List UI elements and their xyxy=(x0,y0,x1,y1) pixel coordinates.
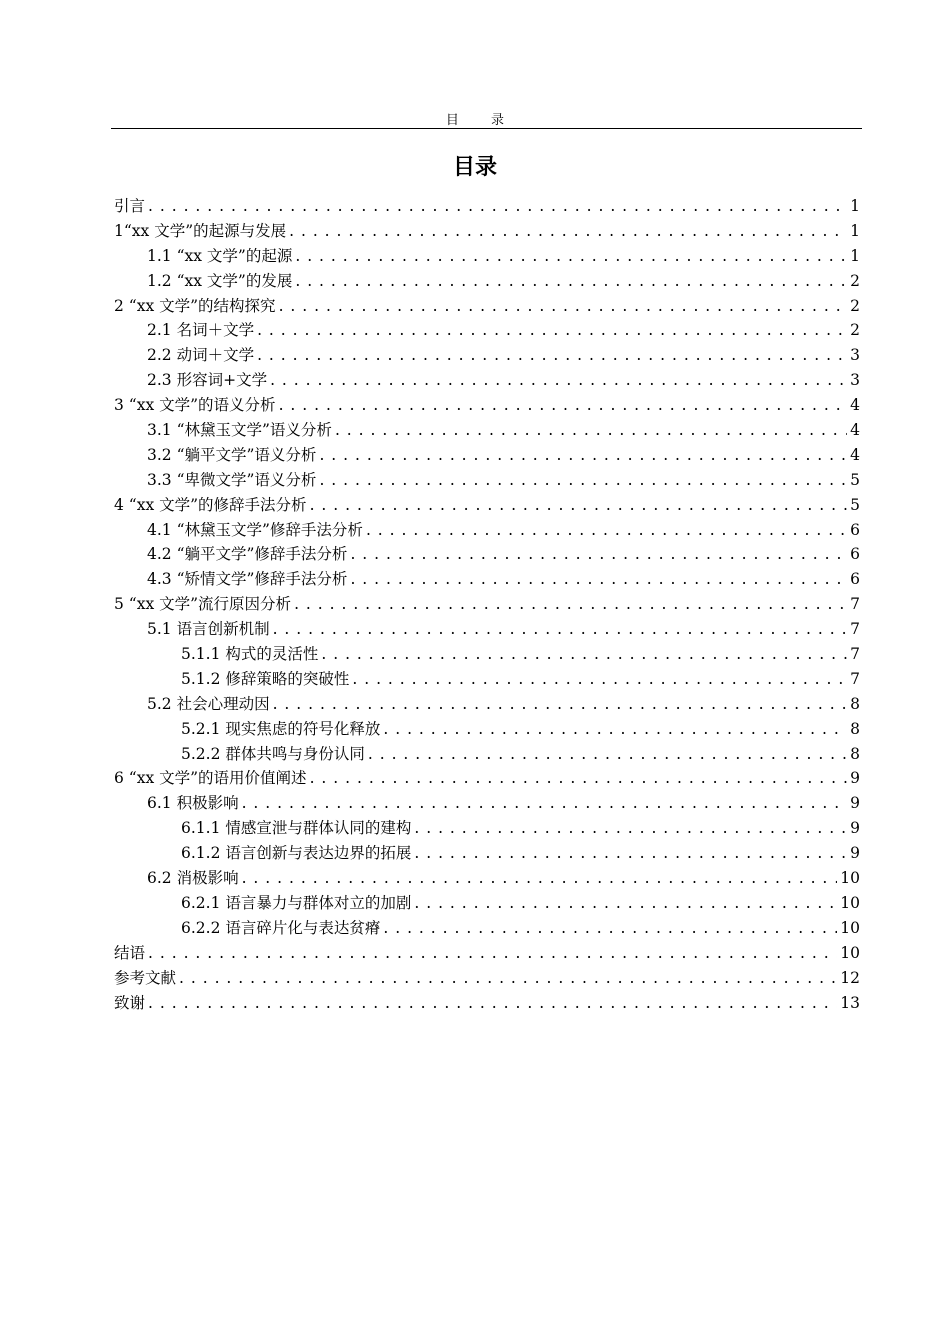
toc-entry-page: 8 xyxy=(850,744,860,763)
toc-entry[interactable] xyxy=(114,791,860,816)
toc-entry-label: 5.2.2 群体共鸣与身份认同 xyxy=(181,744,365,763)
toc-entry-page: 3 xyxy=(850,346,860,365)
toc-entry-page: 4 xyxy=(850,396,860,415)
toc-dot-leader xyxy=(148,991,837,1016)
toc-dot-leader xyxy=(294,592,847,617)
toc-entry[interactable] xyxy=(114,766,860,791)
toc-entry-page: 1 xyxy=(850,246,860,265)
toc-dot-leader xyxy=(350,542,847,567)
toc-entry-label: 5 “xx 文学”流行原因分析 xyxy=(114,595,292,614)
toc-entry-label: 5.2 社会心理动因 xyxy=(147,694,270,713)
toc-dot-leader xyxy=(148,194,847,219)
toc-entry[interactable] xyxy=(114,692,860,717)
toc-entry[interactable] xyxy=(114,294,860,319)
toc-dot-leader xyxy=(383,916,837,941)
toc-dot-leader xyxy=(279,393,847,418)
toc-entry-label: 4.3 “矫情文学”修辞手法分析 xyxy=(147,570,348,589)
toc-entry-label: 结语 xyxy=(114,943,146,962)
toc-entry-label: 6.1 积极影响 xyxy=(147,794,239,813)
table-of-contents xyxy=(114,194,860,1015)
toc-entry[interactable] xyxy=(114,244,860,269)
toc-dot-leader xyxy=(289,219,847,244)
toc-entry-page: 4 xyxy=(850,421,860,440)
toc-entry-label: 3 “xx 文学”的语义分析 xyxy=(114,396,276,415)
toc-entry-page: 10 xyxy=(840,893,860,912)
running-header: 目 录 xyxy=(445,113,519,128)
toc-entry-page: 4 xyxy=(850,445,860,464)
toc-dot-leader xyxy=(295,269,847,294)
toc-entry-page: 7 xyxy=(850,595,860,614)
toc-entry-page: 12 xyxy=(840,968,860,987)
toc-entry[interactable] xyxy=(114,567,860,592)
toc-entry-label: 2.1 名词＋文学 xyxy=(147,321,255,340)
toc-entry-label: 3.1 “林黛玉文学”语义分析 xyxy=(147,421,332,440)
toc-dot-leader xyxy=(148,941,837,966)
toc-entry[interactable] xyxy=(114,866,860,891)
header-divider xyxy=(111,128,862,129)
toc-entry[interactable] xyxy=(114,443,860,468)
toc-dot-leader xyxy=(310,493,847,518)
toc-dot-leader xyxy=(310,766,847,791)
toc-dot-leader xyxy=(319,443,847,468)
toc-entry-label: 1.2 “xx 文学”的发展 xyxy=(147,271,293,290)
toc-entry-label: 6.2.2 语言碎片化与表达贫瘠 xyxy=(181,918,381,937)
toc-entry-page: 5 xyxy=(850,470,860,489)
toc-entry[interactable] xyxy=(114,816,860,841)
toc-entry-page: 1 xyxy=(850,221,860,240)
toc-dot-leader xyxy=(352,667,847,692)
toc-entry-label: 4 “xx 文学”的修辞手法分析 xyxy=(114,495,307,514)
toc-entry[interactable] xyxy=(114,991,860,1016)
toc-entry-label: 4.1 “林黛玉文学”修辞手法分析 xyxy=(147,520,363,539)
toc-entry[interactable] xyxy=(114,219,860,244)
toc-entry-page: 3 xyxy=(850,371,860,390)
toc-entry-page: 9 xyxy=(850,794,860,813)
toc-entry[interactable] xyxy=(114,368,860,393)
toc-entry-label: 6 “xx 文学”的语用价值阐述 xyxy=(114,769,307,788)
toc-dot-leader xyxy=(257,343,847,368)
toc-dot-leader xyxy=(273,617,847,642)
toc-entry-page: 2 xyxy=(850,296,860,315)
toc-dot-leader xyxy=(335,418,847,443)
toc-entry-label: 4.2 “躺平文学”修辞手法分析 xyxy=(147,545,348,564)
toc-entry-page: 8 xyxy=(850,694,860,713)
toc-entry-label: 1.1 “xx 文学”的起源 xyxy=(147,246,293,265)
toc-entry-page: 2 xyxy=(850,271,860,290)
toc-entry-label: 2 “xx 文学”的结构探究 xyxy=(114,296,276,315)
toc-entry[interactable] xyxy=(114,418,860,443)
toc-entry-page: 10 xyxy=(840,943,860,962)
toc-title: 目录 xyxy=(452,155,497,180)
toc-dot-leader xyxy=(270,368,847,393)
toc-entry-page: 13 xyxy=(840,993,860,1012)
toc-dot-leader xyxy=(368,742,847,767)
toc-entry-label: 3.3 “卑微文学”语义分析 xyxy=(147,470,317,489)
toc-entry[interactable] xyxy=(114,742,860,767)
toc-dot-leader xyxy=(350,567,847,592)
toc-entry-page: 10 xyxy=(840,869,860,888)
toc-entry-label: 3.2 “躺平文学”语义分析 xyxy=(147,445,317,464)
toc-entry[interactable] xyxy=(114,343,860,368)
toc-dot-leader xyxy=(179,966,837,991)
toc-entry[interactable] xyxy=(114,941,860,966)
toc-entry[interactable] xyxy=(114,891,860,916)
toc-entry-page: 6 xyxy=(850,570,860,589)
toc-entry-label: 致谢 xyxy=(114,993,146,1012)
toc-entry-label: 参考文献 xyxy=(114,968,177,987)
toc-entry[interactable] xyxy=(114,518,860,543)
toc-entry-page: 2 xyxy=(850,321,860,340)
toc-entry[interactable] xyxy=(114,493,860,518)
toc-dot-leader xyxy=(414,891,837,916)
toc-entry-page: 8 xyxy=(850,719,860,738)
toc-entry-page: 1 xyxy=(850,197,860,215)
toc-entry-label: 6.1.2 语言创新与表达边界的拓展 xyxy=(181,844,412,863)
toc-entry[interactable] xyxy=(114,617,860,642)
toc-entry-label: 2.3 形容词+文学 xyxy=(147,371,268,390)
toc-entry-label: 6.1.1 情感宣泄与群体认同的建构 xyxy=(181,819,412,838)
toc-entry-page: 10 xyxy=(840,918,860,937)
toc-entry-label: 5.1.2 修辞策略的突破性 xyxy=(181,669,350,688)
toc-dot-leader xyxy=(295,244,847,269)
toc-dot-leader xyxy=(273,692,847,717)
toc-entry[interactable] xyxy=(114,592,860,617)
toc-entry-label: 5.1.1 构式的灵活性 xyxy=(181,645,319,664)
toc-entry[interactable] xyxy=(114,966,860,991)
toc-entry-page: 9 xyxy=(850,769,860,788)
toc-entry[interactable] xyxy=(114,468,860,493)
toc-entry-page: 7 xyxy=(850,669,860,688)
toc-entry-page: 9 xyxy=(850,844,860,863)
toc-dot-leader xyxy=(242,791,847,816)
toc-entry[interactable] xyxy=(114,269,860,294)
toc-entry-page: 9 xyxy=(850,819,860,838)
toc-entry[interactable] xyxy=(114,916,860,941)
toc-entry-label: 1“xx 文学”的起源与发展 xyxy=(114,221,287,240)
toc-dot-leader xyxy=(257,318,847,343)
toc-entry-label: 2.2 动词＋文学 xyxy=(147,346,255,365)
toc-dot-leader xyxy=(414,841,847,866)
toc-entry-page: 6 xyxy=(850,545,860,564)
toc-entry-label: 6.2 消极影响 xyxy=(147,869,239,888)
toc-entry[interactable] xyxy=(114,667,860,692)
toc-entry-label: 引言 xyxy=(114,197,146,215)
toc-entry[interactable] xyxy=(114,194,860,219)
toc-dot-leader xyxy=(242,866,838,891)
toc-entry-label: 5.1 语言创新机制 xyxy=(147,620,270,639)
toc-entry[interactable] xyxy=(114,717,860,742)
toc-entry-page: 7 xyxy=(850,620,860,639)
toc-entry[interactable] xyxy=(114,642,860,667)
toc-entry-label: 5.2.1 现实焦虑的符号化释放 xyxy=(181,719,381,738)
toc-dot-leader xyxy=(319,468,847,493)
toc-dot-leader xyxy=(279,294,847,319)
toc-entry[interactable] xyxy=(114,542,860,567)
toc-entry-label: 6.2.1 语言暴力与群体对立的加剧 xyxy=(181,893,412,912)
toc-entry-page: 6 xyxy=(850,520,860,539)
toc-dot-leader xyxy=(366,518,847,543)
toc-dot-leader xyxy=(321,642,847,667)
toc-dot-leader xyxy=(414,816,847,841)
toc-entry-page: 7 xyxy=(850,645,860,664)
toc-entry[interactable] xyxy=(114,318,860,343)
toc-entry[interactable] xyxy=(114,393,860,418)
toc-entry[interactable] xyxy=(114,841,860,866)
toc-entry-page: 5 xyxy=(850,495,860,514)
toc-dot-leader xyxy=(383,717,847,742)
